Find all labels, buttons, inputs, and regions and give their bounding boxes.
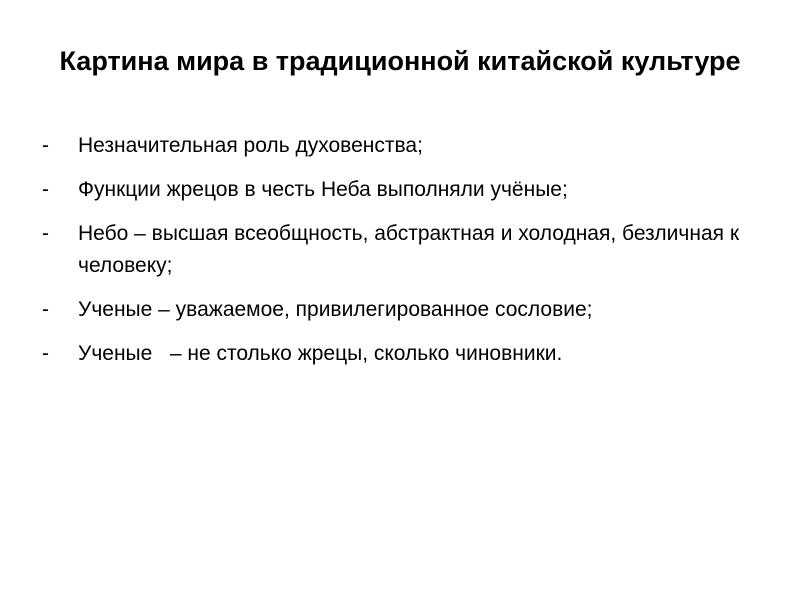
bullet-marker: - xyxy=(42,342,49,365)
list-item xyxy=(40,218,760,282)
list-item xyxy=(40,130,760,162)
bullet-text: Небо – высшая всеобщность, абстрактная и холодная, безличная к человеку; xyxy=(78,222,745,277)
bullet-marker: - xyxy=(42,134,49,157)
bullet-text: Ученые – уважаемое, привилегированное сословие; xyxy=(78,298,593,321)
bullet-marker: - xyxy=(42,178,49,201)
bullet-marker: - xyxy=(42,298,49,321)
bullet-text: Функции жрецов в честь Неба выполняли учёные; xyxy=(78,178,568,201)
list-item xyxy=(40,338,760,370)
bullet-text: Ученые – не столько жрецы, сколько чиновники. xyxy=(78,342,563,365)
slide-title: Картина мира в традиционной китайской культуре xyxy=(59,46,741,76)
list-item xyxy=(40,174,760,206)
bullet-text: Незначительная роль духовенства; xyxy=(78,134,423,157)
list-item xyxy=(40,294,760,326)
bullet-marker: - xyxy=(42,222,49,245)
bullet-list xyxy=(40,130,760,382)
